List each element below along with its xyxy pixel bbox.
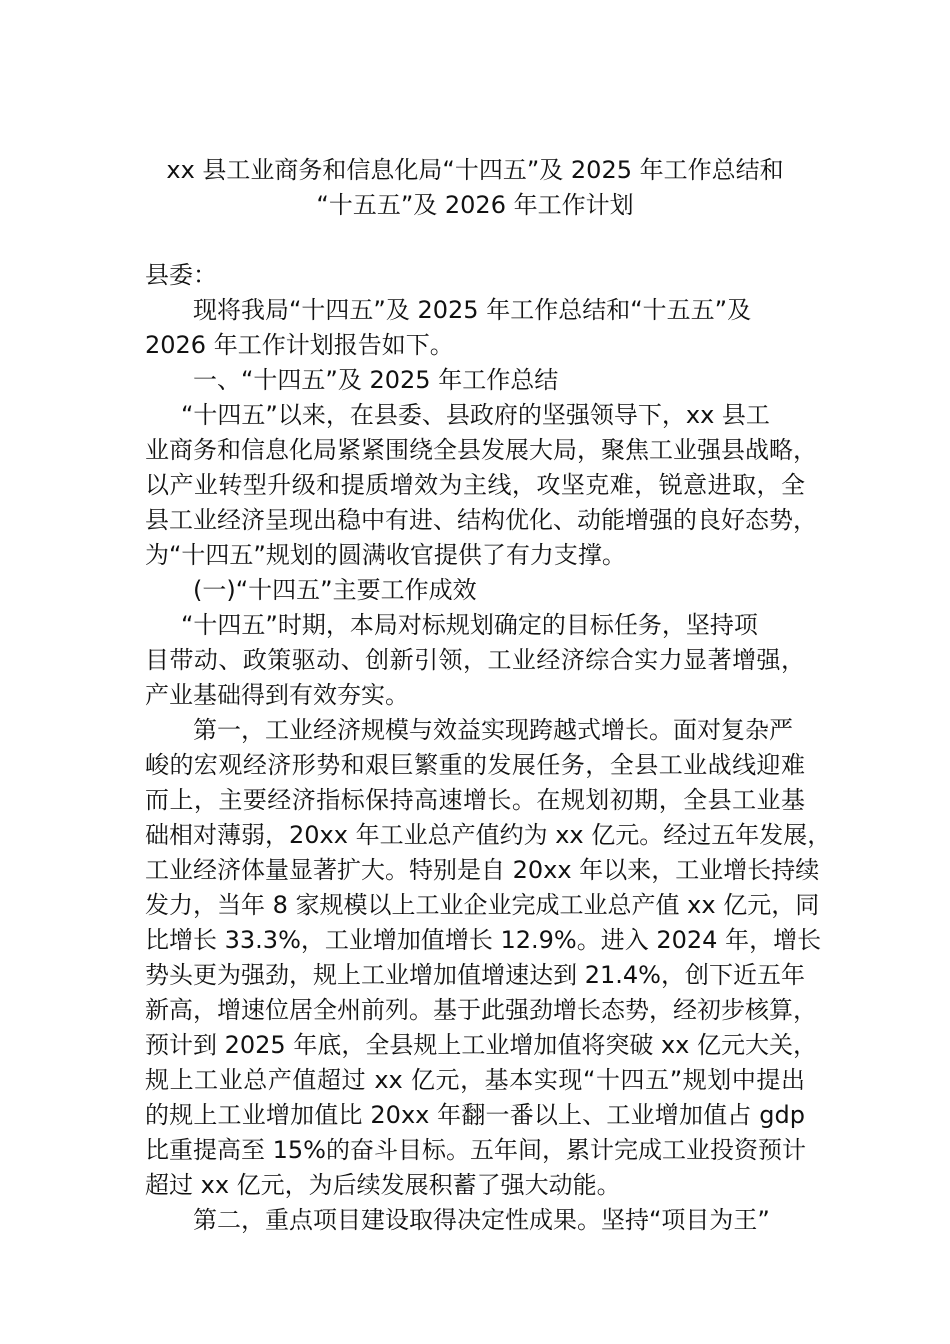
paragraph-line: 以产业转型升级和提质增效为主线，攻坚克难，锐意进取，全 — [145, 471, 805, 499]
paragraph-line: “十四五”以来，在县委、县政府的坚强领导下，xx 县工 — [181, 401, 770, 429]
salutation: 县委： — [145, 261, 217, 289]
intro-line: 2026 年工作计划报告如下。 — [145, 331, 454, 359]
paragraph-line: 而上，主要经济指标保持高速增长。在规划初期，全县工业基 — [145, 786, 805, 814]
paragraph-line: 县工业经济呈现出稳中有进、结构优化、动能增强的良好态势， — [145, 506, 817, 534]
paragraph-line: 比重提高至 15%的奋斗目标。五年间，累计完成工业投资预计 — [145, 1136, 806, 1164]
paragraph-line: 工业经济体量显著扩大。特别是自 20xx 年以来，工业增长持续 — [145, 856, 820, 884]
paragraph-line: 为“十四五”规划的圆满收官提供了有力支撑。 — [145, 541, 626, 569]
subheading: (一)“十四五”主要工作成效 — [193, 576, 477, 604]
paragraph-line: 第二，重点项目建设取得决定性成果。坚持“项目为王” — [193, 1206, 770, 1234]
paragraph-line: 第一，工业经济规模与效益实现跨越式增长。面对复杂严 — [193, 716, 793, 744]
document-title-line-1: xx 县工业商务和信息化局“十四五”及 2025 年工作总结和 — [166, 156, 784, 184]
paragraph-line: 的规上工业增加值比 20xx 年翻一番以上、工业增加值占 gdp — [145, 1101, 805, 1129]
document-title-line-2: “十五五”及 2026 年工作计划 — [316, 191, 634, 219]
paragraph-line: 础相对薄弱，20xx 年工业总产值约为 xx 亿元。经过五年发展， — [145, 821, 832, 849]
paragraph-line: 新高，增速位居全州前列。基于此强劲增长态势，经初步核算， — [145, 996, 817, 1024]
paragraph-line: 预计到 2025 年底，全县规上工业增加值将突破 xx 亿元大关， — [145, 1031, 817, 1059]
section-heading: 一、“十四五”及 2025 年工作总结 — [193, 366, 559, 394]
paragraph-line: 发力，当年 8 家规模以上工业企业完成工业总产值 xx 亿元，同 — [145, 891, 820, 919]
paragraph-line: “十四五”时期，本局对标规划确定的目标任务，坚持项 — [181, 611, 758, 639]
paragraph-line: 产业基础得到有效夯实。 — [145, 681, 409, 709]
paragraph-line: 超过 xx 亿元，为后续发展积蓄了强大动能。 — [145, 1171, 621, 1199]
paragraph-line: 峻的宏观经济形势和艰巨繁重的发展任务，全县工业战线迎难 — [145, 751, 805, 779]
paragraph-line: 业商务和信息化局紧紧围绕全县发展大局，聚焦工业强县战略， — [145, 436, 817, 464]
paragraph-line: 势头更为强劲，规上工业增加值增速达到 21.4%，创下近五年 — [145, 961, 805, 989]
paragraph-line: 规上工业总产值超过 xx 亿元，基本实现“十四五”规划中提出 — [145, 1066, 805, 1094]
intro-line: 现将我局“十四五”及 2025 年工作总结和“十五五”及 — [193, 296, 752, 324]
paragraph-line: 目带动、政策驱动、创新引领，工业经济综合实力显著增强， — [145, 646, 805, 674]
paragraph-line: 比增长 33.3%，工业增加值增长 12.9%。进入 2024 年，增长 — [145, 926, 822, 954]
